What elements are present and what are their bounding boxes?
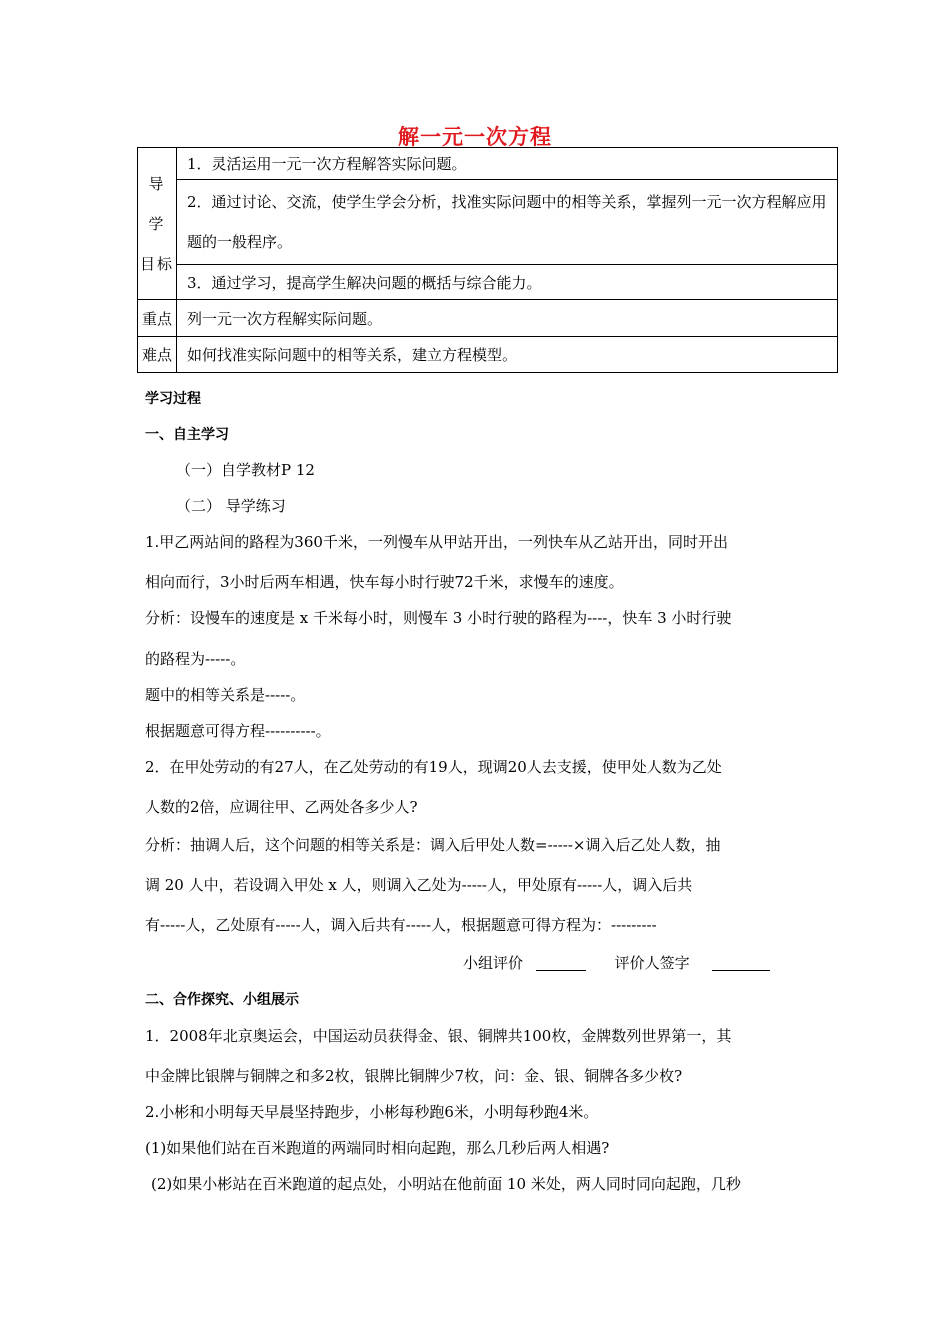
section1-sub1: （一）自学教材P 12	[176, 461, 315, 479]
key-label: 重点	[138, 300, 177, 337]
s1-q1-analysis-line2: 的路程为-----。	[145, 650, 246, 668]
goal-3: 3．通过学习，提高学生解决问题的概括与综合能力。	[177, 265, 838, 300]
s2-q2-part2: (2)如果小彬站在百米跑道的起点处，小明站在他前面 10 米处，两人同时同向起跑，几秒	[151, 1175, 741, 1193]
section2-heading: 二、合作探究、小组展示	[145, 992, 299, 1008]
s1-q1-relation: 题中的相等关系是-----。	[145, 686, 306, 704]
objectives-table	[137, 147, 838, 373]
group-evaluation	[463, 952, 770, 973]
page-title: 解一元一次方程	[398, 125, 552, 149]
goal-1: 1．灵活运用一元一次方程解答实际问题。	[177, 148, 838, 180]
goal-label-line1: 导 学	[148, 174, 166, 233]
s2-q2-part1: (1)如果他们站在百米跑道的两端同时相向起跑，那么几秒后两人相遇?	[145, 1139, 610, 1157]
s1-q2-analysis-line1: 分析：抽调人后，这个问题的相等关系是：调入后甲处人数=-----×调入后乙处人数，抽	[145, 836, 721, 854]
s1-q1-analysis-line1: 分析：设慢车的速度是 x 千米每小时，则慢车 3 小时行驶的路程为----，快车 3 小时行驶	[145, 609, 732, 627]
s1-q2-analysis-line2: 调 20 人中，若设调入甲处 x 人，则调入乙处为-----人，甲处原有-----人，调入后共	[145, 876, 693, 894]
signer-blank[interactable]	[712, 954, 770, 971]
difficulty-label: 难点	[138, 337, 177, 373]
process-heading: 学习过程	[145, 391, 201, 407]
s2-q2-line1: 2.小彬和小明每天早晨坚持跑步，小彬每秒跑6米，小明每秒跑4米。	[145, 1103, 599, 1121]
s1-q2-analysis-line3: 有-----人，乙处原有-----人，调入后共有-----人，根据题意可得方程为：---------	[145, 916, 657, 934]
section1-sub2: （二） 导学练习	[176, 497, 286, 515]
goal-label-cell	[138, 148, 177, 300]
s2-q1-line2: 中金牌比银牌与铜牌之和多2枚，银牌比铜牌少7枚，问：金、银、铜牌各多少枚?	[145, 1067, 683, 1085]
difficulty-text: 如何找准实际问题中的相等关系，建立方程模型。	[177, 337, 838, 373]
key-text: 列一元一次方程解实际问题。	[177, 300, 838, 337]
signer-label: 评价人签字	[614, 954, 690, 972]
s1-q2-line2: 人数的2倍，应调往甲、乙两处各多少人?	[145, 798, 418, 816]
goal-label-line2: 目标	[139, 254, 174, 273]
eval-blank[interactable]	[536, 954, 586, 971]
s1-q1-line1: 1.甲乙两站间的路程为360千米，一列慢车从甲站开出，一列快车从乙站开出，同时开出	[145, 533, 728, 551]
s1-q2-line1: 2．在甲处劳动的有27人，在乙处劳动的有19人，现调20人去支援，使甲处人数为乙处	[145, 758, 722, 776]
section1-heading: 一、自主学习	[145, 427, 229, 443]
s1-q1-line2: 相向而行，3小时后两车相遇，快车每小时行驶72千米，求慢车的速度。	[145, 573, 624, 591]
s2-q1-line1: 1．2008年北京奥运会，中国运动员获得金、银、铜牌共100枚，金牌数列世界第一，其	[145, 1027, 732, 1045]
eval-label: 小组评价	[463, 954, 524, 972]
s1-q1-equation: 根据题意可得方程----------。	[145, 722, 331, 740]
goal-2: 2．通过讨论、交流，使学生学会分析，找准实际问题中的相等关系，掌握列一元一次方程解应用题的一般程序。	[177, 180, 838, 265]
